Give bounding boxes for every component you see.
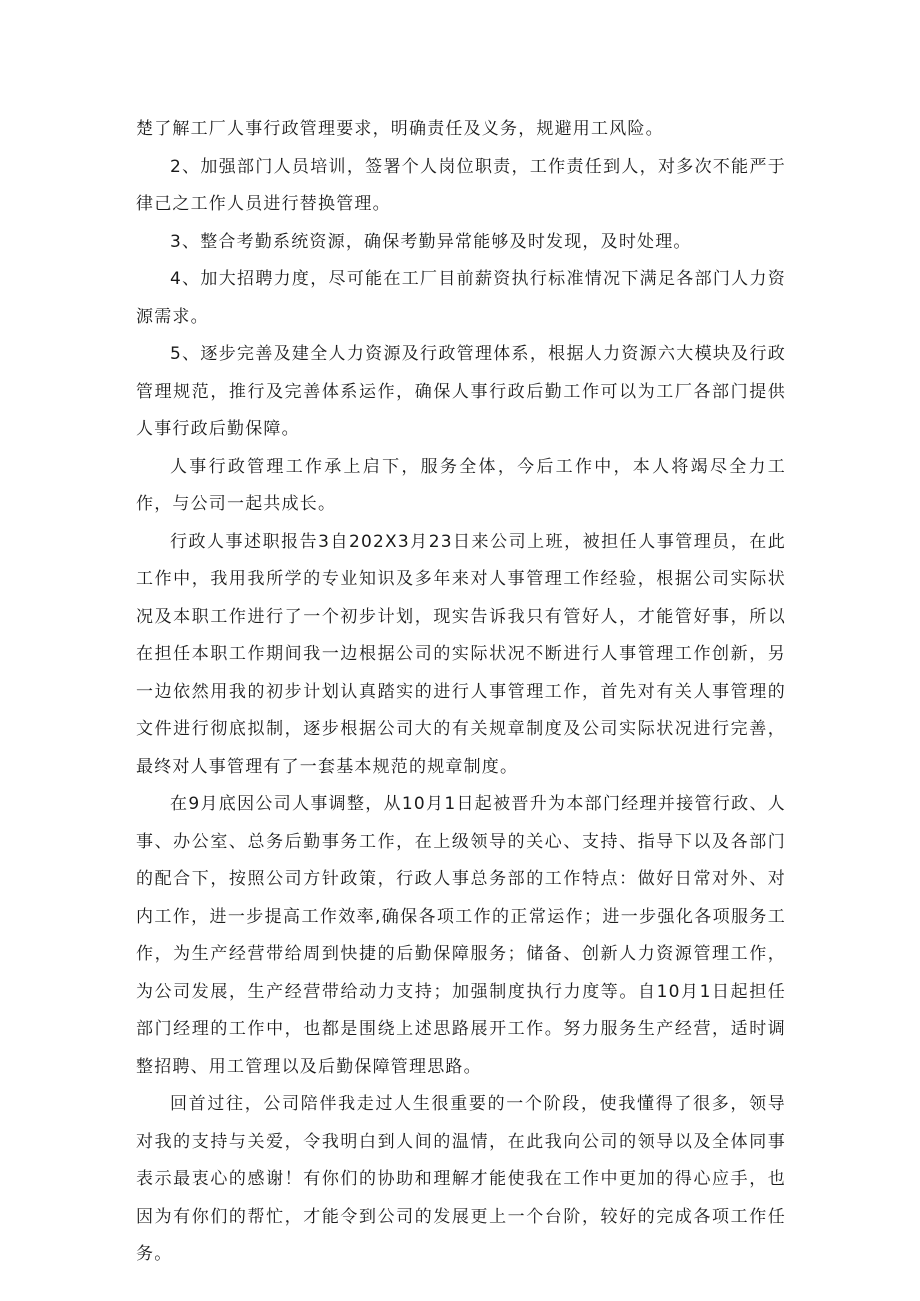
- paragraph-report-3: 行政人事述职报告3自202X3月23日来公司上班，被担任人事管理员，在此工作中，我用我所学的专业知识及多年来对人事管理工作经验，根据公司实际状况及本职工作进行了一个初步计划，现实告诉我只有管好人，才能管好事，所以在担任本职工作期间我一边根据公司的实际状况不断进行人事管理工作创新，另一边依然用我的初步计划认真踏实的进行人事管理工作，首先对有关人事管理的文件进行彻底拟制，逐步根据公司大的有关规章制度及公司实际状况进行完善，最终对人事管理有了一套基本规范的规章制度。: [136, 531, 786, 777]
- paragraph-summary: 人事行政管理工作承上启下，服务全体，今后工作中，本人将竭尽全力工作，与公司一起共成长。: [136, 456, 786, 514]
- paragraph-item-5: 5、逐步完善及建全人力资源及行政管理体系，根据人力资源六大模块及行政管理规范，推行及完善体系运作，确保人事行政后勤工作可以为工厂各部门提供人事行政后勤保障。: [136, 344, 786, 439]
- paragraph-promotion: 在9月底因公司人事调整，从10月1日起被晋升为本部门经理并接管行政、人事、办公室、总务后勤事务工作，在上级领导的关心、支持、指导下以及各部门的配合下，按照公司方针政策，行政人事总务部的工作特点：做好日常对外、对内工作，进一步提高工作效率,确保各项工作的正常运作；进一步强化各项服务工作，为生产经营带给周到快捷的后勤保障服务；储备、创新人力资源管理工作，为公司发展，生产经营带给动力支持；加强制度执行力度等。自10月1日起担任部门经理的工作中，也都是围绕上述思路展开工作。努力服务生产经营，适时调整招聘、用工管理以及后勤保障管理思路。: [136, 794, 786, 1077]
- paragraph-continued: 楚了解工厂人事行政管理要求，明确责任及义务，规避用工风险。: [136, 119, 664, 139]
- paragraph-item-4: 4、加大招聘力度，尽可能在工厂目前薪资执行标准情况下满足各部门人力资源需求。: [136, 269, 786, 327]
- paragraph-gratitude: 回首过往，公司陪伴我走过人生很重要的一个阶段，使我懂得了很多，领导对我的支持与关爱，令我明白到人间的温情，在此我向公司的领导以及全体同事表示最衷心的感谢！有你们的协助和理解才能使我在工作中更加的得心应手，也因为有你们的帮忙，才能令到公司的发展更上一个台阶，较好的完成各项工作任务。: [136, 1094, 786, 1264]
- paragraph-item-3: 3、整合考勤系统资源，确保考勤异常能够及时发现，及时处理。: [170, 231, 692, 252]
- paragraph-item-2: 2、加强部门人员培训，签署个人岗位职责，工作责任到人，对多次不能严于律己之工作人员进行替换管理。: [136, 156, 786, 214]
- document-body: [136, 111, 786, 1274]
